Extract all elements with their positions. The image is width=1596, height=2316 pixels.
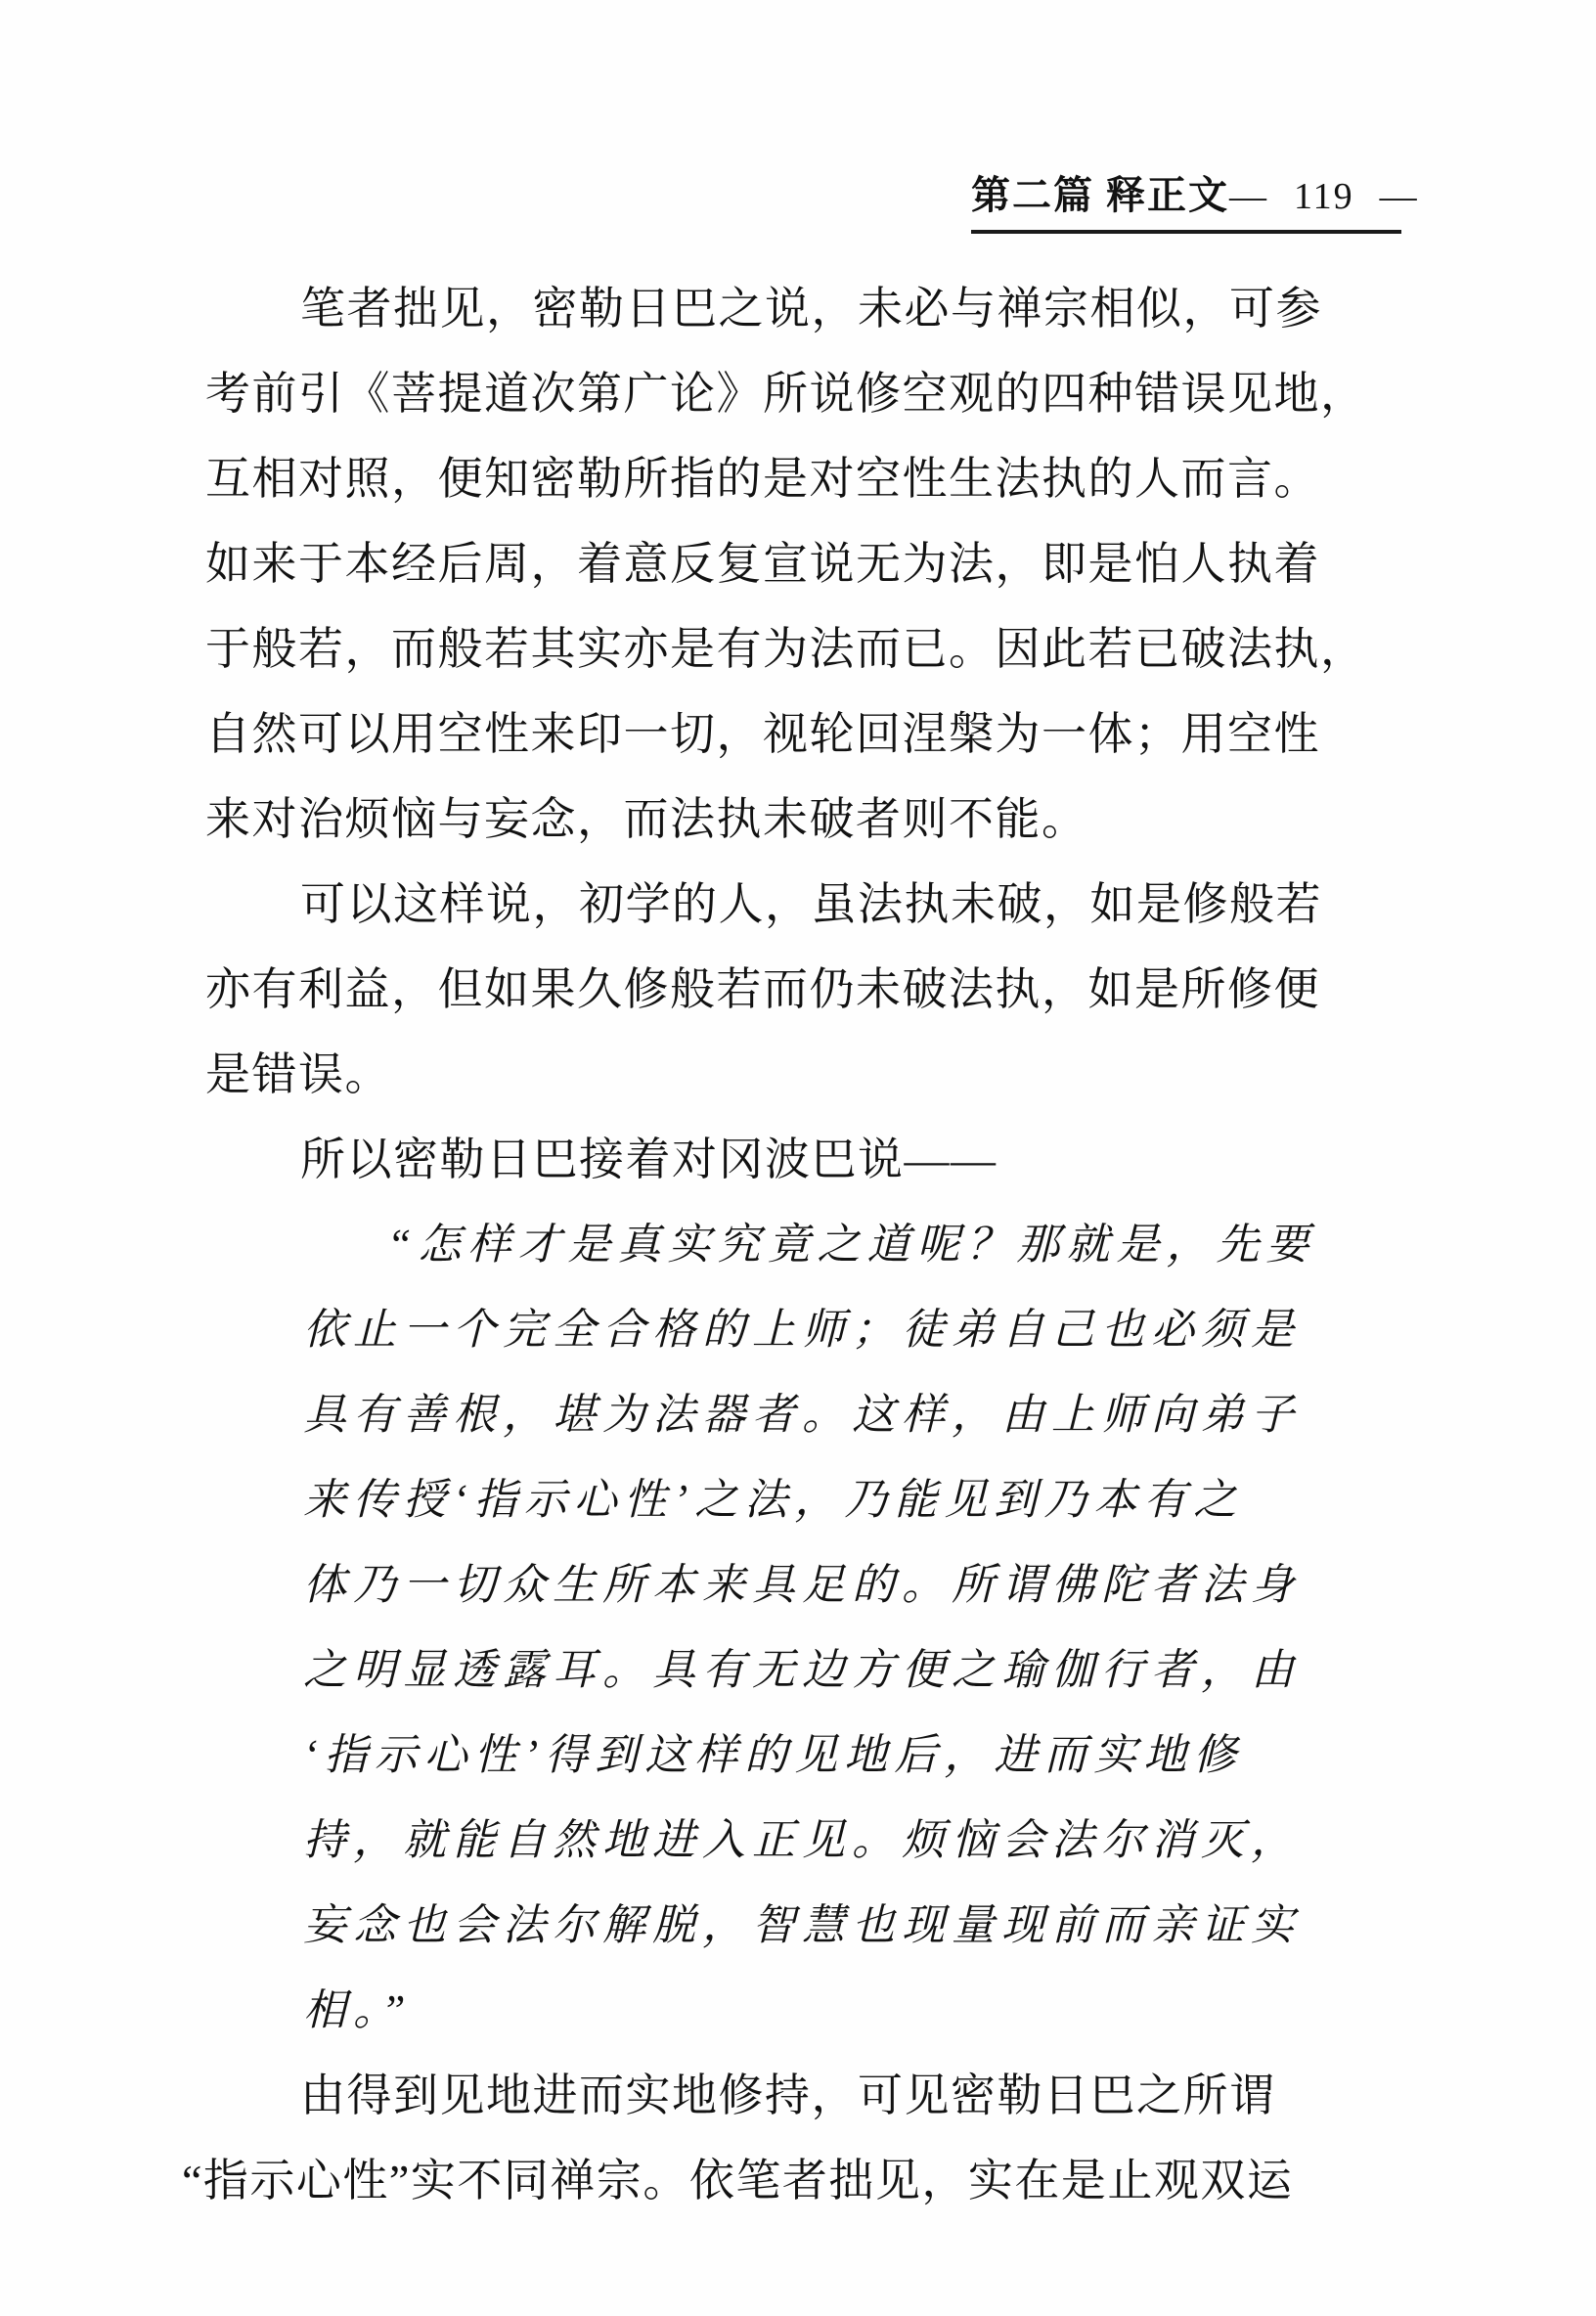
text-line: 亦有利益，但如果久修般若而仍未破法执，如是所修便: [205, 964, 1320, 1014]
text-line: 自然可以用空性来印一切，视轮回涅槃为一体；用空性: [205, 709, 1320, 759]
page-number-dash-right: —: [1379, 176, 1419, 217]
quote-line: 妄念也会法尔解脱，智慧也现量现前而亲证实: [303, 1901, 1301, 1949]
quote-line: 相。”: [303, 1986, 413, 2034]
page-number-group: [1229, 175, 1419, 218]
section-title: 第二篇 释正文: [971, 173, 1229, 217]
quote-line: 来传授‘指示心性’之法，乃能见到乃本有之: [303, 1476, 1244, 1524]
text-line: 互相对照，便知密勒所指的是对空性生法执的人而言。: [205, 454, 1320, 504]
page-number: 119: [1294, 176, 1354, 217]
quote-line: “怎样才是真实究竟之道呢？那就是，先要: [387, 1221, 1316, 1269]
quote-line: 依止一个完全合格的上师；徒弟自己也必须是: [303, 1306, 1301, 1354]
text-line: 笔者拙见，密勒日巴之说，未必与禅宗相似，可参: [300, 284, 1322, 334]
quote-line: 具有善根，堪为法器者。这样，由上师向弟子: [303, 1391, 1301, 1439]
quotation-block: [303, 1202, 1320, 2053]
text-line: 由得到见地进而实地修持，可见密勒日巴之所谓: [300, 2071, 1276, 2120]
quote-line: ‘指示心性’得到这样的见地后，进而实地修: [303, 1731, 1244, 1779]
paragraph-2: [205, 862, 1395, 1117]
quote-line: 之明显透露耳。具有无边方便之瑜伽行者，由: [303, 1646, 1301, 1694]
page-number-dash-left: —: [1229, 176, 1268, 217]
body-text: [182, 266, 1395, 2223]
quote-line: 持，就能自然地进入正见。烦恼会法尔消灭，: [303, 1816, 1301, 1864]
text-line: 可以这样说，初学的人，虽法执未破，如是修般若: [300, 879, 1322, 929]
paragraph-1: [205, 266, 1395, 862]
text-line: 于般若，而般若其实亦是有为法而已。因此若已破法执，: [205, 624, 1367, 674]
paragraph-3: [205, 1117, 1395, 1202]
running-header: [971, 164, 1419, 234]
text-line: 是错误。: [205, 1049, 391, 1099]
paragraph-5: [182, 2053, 1395, 2223]
text-line: 如来于本经后周，着意反复宣说无为法，即是怕人执着: [205, 539, 1320, 589]
text-line: 考前引《菩提道次第广论》所说修空观的四种错误见地，: [205, 369, 1367, 419]
quote-line: 体乃一切众生所本来具足的。所谓佛陀者法身: [303, 1561, 1301, 1609]
text-line: 所以密勒日巴接着对冈波巴说——: [300, 1135, 998, 1184]
text-line: 来对治烦恼与妄念，而法执未破者则不能。: [205, 794, 1088, 844]
text-line: “指示心性”实不同禅宗。依笔者拙见，实在是止观双运: [182, 2156, 1294, 2205]
